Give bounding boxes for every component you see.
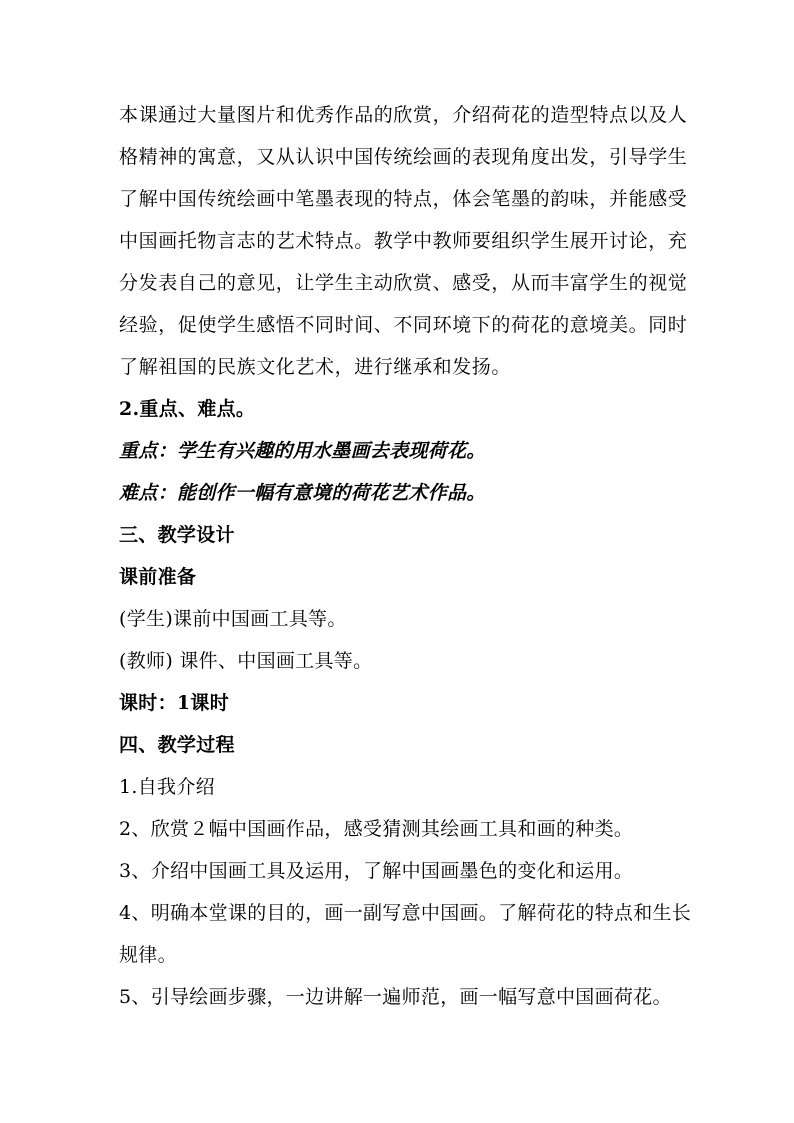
process-step: 2、欣赏２幅中国画作品，感受猜测其绘画工具和画的种类。 <box>119 818 634 840</box>
difficult-point: 难点：能创作一幅有意境的荷花艺术作品。 <box>119 482 486 504</box>
intro-line: 经验，促使学生感悟不同时间、不同环境下的荷花的意境美。同时 <box>119 314 688 336</box>
intro-paragraph <box>119 94 688 388</box>
intro-line: 中国画托物言志的艺术特点。教学中教师要组织学生展开讨论，充 <box>119 230 688 252</box>
prep-heading: 课前准备 <box>119 566 197 588</box>
document-page <box>119 94 692 1018</box>
intro-line: 了解中国传统绘画中笔墨表现的特点，体会笔墨的韵味，并能感受 <box>119 188 688 210</box>
process-heading: 四、教学过程 <box>119 734 235 756</box>
key-points-heading: 2.重点、难点。 <box>119 398 256 420</box>
process-step: 1.自我介绍 <box>119 776 215 798</box>
key-point: 重点：学生有兴趣的用水墨画去表现荷花。 <box>119 440 486 462</box>
process-list <box>119 766 692 1018</box>
process-step: 3、介绍中国画工具及运用，了解中国画墨色的变化和运用。 <box>119 860 634 882</box>
process-step: 4、明确本堂课的目的，画一副写意中国画。了解荷花的特点和生长 <box>119 902 692 924</box>
class-hours: 课时：1课时 <box>119 692 230 714</box>
design-heading: 三、教学设计 <box>119 524 235 546</box>
intro-line: 格精神的寓意，又从认识中国传统绘画的表现角度出发，引导学生 <box>119 146 688 168</box>
teacher-prep: (教师) 课件、中国画工具等。 <box>119 650 373 672</box>
intro-line: 本课通过大量图片和优秀作品的欣赏，介绍荷花的造型特点以及人 <box>119 104 688 126</box>
process-step: 5、引导绘画步骤，一边讲解一遍师范，画一幅写意中国画荷花。 <box>119 986 672 1008</box>
process-step: 规律。 <box>119 944 177 966</box>
intro-line: 了解祖国的民族文化艺术，进行继承和发扬。 <box>119 356 512 378</box>
intro-line: 分发表自己的意见，让学生主动欣赏、感受，从而丰富学生的视觉 <box>119 272 688 294</box>
student-prep: (学生)课前中国画工具等。 <box>119 608 347 630</box>
